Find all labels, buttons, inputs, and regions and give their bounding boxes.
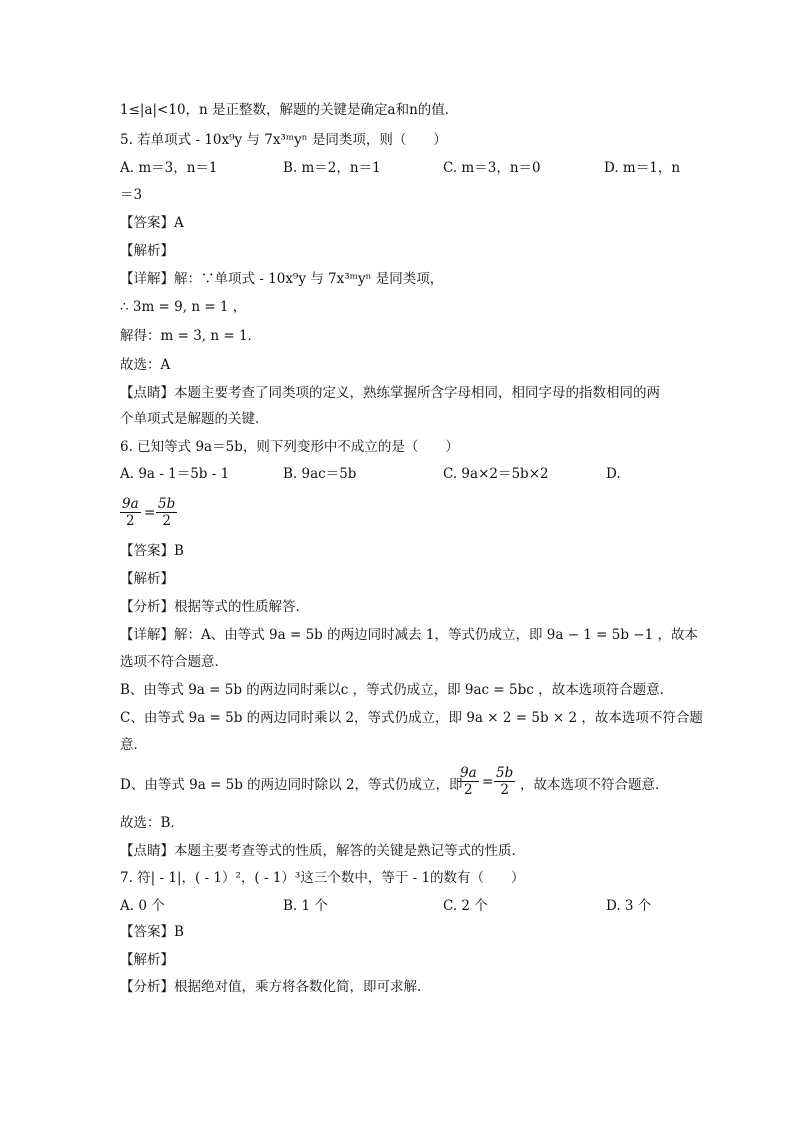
q6-d-detail-fraction-right <box>494 765 515 798</box>
q7-answer: 【答案】B <box>120 924 184 940</box>
q6-detail-line4: C、由等式 9a = 5b 的两边同时乘以 2，等式仍成立，即 9a × 2 = 5b × 2 ，故本选项不符合题 <box>120 710 703 726</box>
q6-option-a: A. 9a - 1＝5b - 1 <box>120 466 230 482</box>
q6-answer: 【答案】B <box>120 543 184 559</box>
question-6-stem: 6. 已知等式 9a＝5b，则下列变形中不成立的是（ ） <box>120 439 459 455</box>
q7-analysis: 【分析】根据绝对值，乘方将各数化简，即可求解． <box>120 979 431 995</box>
q6-analysis: 【分析】根据等式的性质解答． <box>120 599 309 615</box>
fraction-denominator: 2 <box>162 513 171 529</box>
q6-option-b: B. 9ac＝5b <box>283 466 357 482</box>
q6-option-c: C. 9a×2＝5b×2 <box>443 466 549 482</box>
q6-detail-line3: B、由等式 9a = 5b 的两边同时乘以c ，等式仍成立，即 9ac = 5bc ，故本选项符合题意． <box>120 682 674 698</box>
q6-note: 【点睛】本题主要考查等式的性质，解答的关键是熟记等式的性质． <box>120 843 525 859</box>
fraction-numerator: 5b <box>158 496 176 512</box>
q5-option-b: B. m＝2，n＝1 <box>283 160 381 176</box>
q5-option-d: D. m＝1，n <box>604 160 681 176</box>
q5-solve: 解得：m = 3, n = 1． <box>120 328 262 344</box>
q6-analysis-heading: 【解析】 <box>120 571 174 587</box>
q5-choose: 故选：A <box>120 357 171 373</box>
fraction-denominator: 2 <box>500 782 509 798</box>
text-line: 1≤|a|<10，n 是正整数，解题的关键是确定a和n的值． <box>120 102 459 118</box>
question-5-stem: 5. 若单项式 - 10x⁹y 与 7x³ᵐyⁿ 是同类项，则（ ） <box>120 132 447 148</box>
q6-detail-line6: D、由等式 9a = 5b 的两边同时除以 2，等式仍成立，即 <box>120 777 463 793</box>
q6-detail-line5: 意． <box>120 737 147 753</box>
fraction-denominator: 2 <box>464 782 473 798</box>
q6-d-detail-fraction-left <box>458 765 479 798</box>
q7-option-c: C. 2 个 <box>443 898 488 914</box>
fraction-numerator: 9a <box>460 765 477 781</box>
q6-d-fraction-left <box>120 496 141 529</box>
equals-sign: = <box>482 774 494 790</box>
fraction-denominator: 2 <box>126 513 135 529</box>
q6-option-d: D. <box>606 466 621 482</box>
q7-analysis-heading: 【解析】 <box>120 952 174 968</box>
q7-option-a: A. 0 个 <box>120 898 165 914</box>
q5-option-c: C. m＝3，n＝0 <box>443 160 541 176</box>
q5-answer: 【答案】A <box>120 215 184 231</box>
q5-note-line1: 【点睛】本题主要考查了同类项的定义，熟练掌握所含字母相同，相同字母的指数相同的两 <box>120 385 660 401</box>
q7-option-d: D. 3 个 <box>606 898 652 914</box>
q5-option-a: A. m＝3，n＝1 <box>120 160 218 176</box>
q5-analysis-heading: 【解析】 <box>120 243 174 259</box>
q6-choose: 故选：B． <box>120 815 184 831</box>
q5-therefore: ∴ 3m = 9, n = 1 ， <box>120 299 247 315</box>
fraction-numerator: 5b <box>496 765 514 781</box>
q6-d-fraction-right <box>156 496 177 529</box>
question-7-stem: 7. 符| - 1|，( - 1）²，( - 1）³这三个数中，等于 - 1的数有（ ） <box>120 870 525 886</box>
q6-detail-line1: 【详解】解：A、由等式 9a = 5b 的两边同时减去 1，等式仍成立，即 9a − 1 = 5b −1 ，故本 <box>120 627 698 643</box>
q5-option-d-cont: ＝3 <box>120 187 143 203</box>
q6-detail-line6-tail: ，故本选项不符合题意． <box>520 777 669 793</box>
q5-detail: 【详解】解：∵单项式 - 10x⁹y 与 7x³ᵐyⁿ 是同类项， <box>120 271 444 287</box>
q5-note-line2: 个单项式是解题的关键． <box>120 411 269 427</box>
fraction-numerator: 9a <box>122 496 139 512</box>
q7-option-b: B. 1 个 <box>283 898 328 914</box>
equals-sign: = <box>144 505 156 521</box>
q6-detail-line2: 选项不符合题意． <box>120 654 228 670</box>
